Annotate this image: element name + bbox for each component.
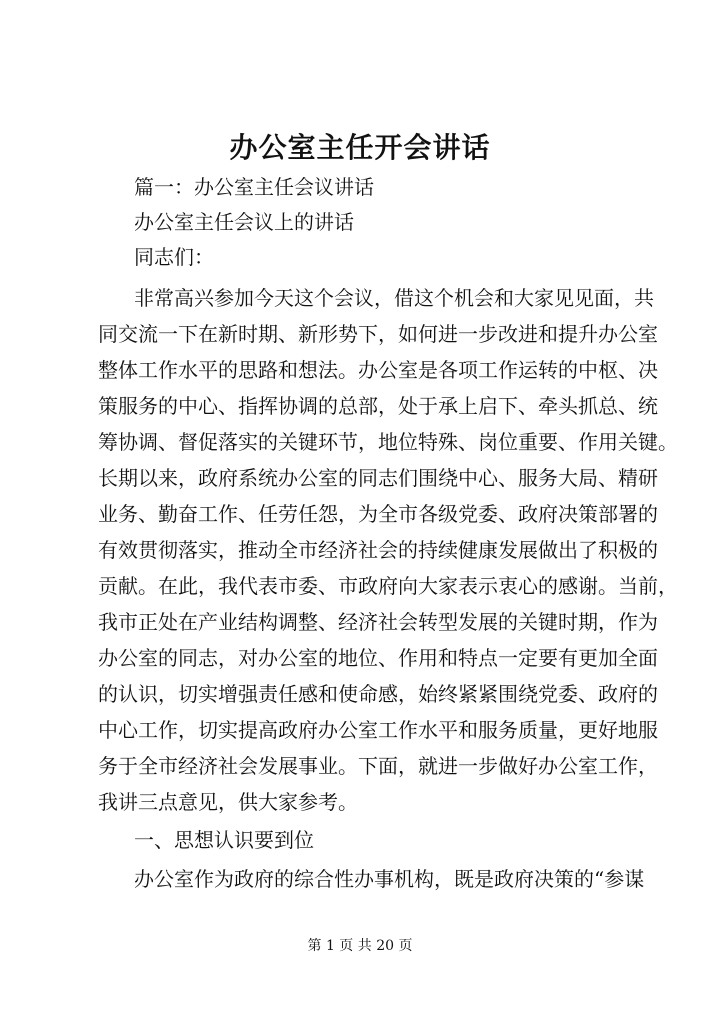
paragraph-line: 业务、勤奋工作、任劳任怨，为全市各级党委、政府决策部署的	[98, 502, 658, 526]
paragraph-line: 办公室的同志，对办公室的地位、作用和特点一定要有更加全面	[98, 646, 658, 670]
document-title: 办公室主任开会讲话	[229, 131, 491, 164]
paragraph-line: 长期以来，政府系统办公室的同志们围绕中心、服务大局、精研	[98, 466, 658, 490]
paragraph-line: 我讲三点意见，供大家参考。	[98, 790, 358, 814]
paragraph-line: 贡献。在此，我代表市委、市政府向大家表示衷心的感谢。当前，	[98, 574, 678, 598]
salutation: 同志们：	[134, 245, 214, 269]
paragraph-line: 有效贯彻落实，推动全市经济社会的持续健康发展做出了积极的	[98, 538, 658, 562]
paragraph-line: 务于全市经济社会发展事业。下面，就进一步做好办公室工作，	[98, 754, 658, 778]
paragraph-line: 同交流一下在新时期、新形势下，如何进一步改进和提升办公室	[98, 322, 658, 346]
paragraph-line: 办公室作为政府的综合性办事机构，既是政府决策的“参谋	[134, 867, 645, 891]
paragraph-line: 我市正处在产业结构调整、经济社会转型发展的关键时期，作为	[98, 610, 658, 634]
page-number: 第 1 页 共 20 页	[307, 938, 413, 954]
subheading-2: 办公室主任会议上的讲话	[134, 210, 354, 234]
section-heading: 一、思想认识要到位	[134, 828, 314, 852]
subheading-1: 篇一：办公室主任会议讲话	[134, 175, 374, 199]
paragraph-line: 非常高兴参加今天这个会议，借这个机会和大家见见面，共	[134, 286, 654, 310]
paragraph-line: 中心工作，切实提高政府办公室工作水平和服务质量，更好地服	[98, 718, 658, 742]
paragraph-line: 整体工作水平的思路和想法。办公室是各项工作运转的中枢、决	[98, 358, 658, 382]
paragraph-line: 策服务的中心、指挥协调的总部，处于承上启下、牵头抓总、统	[98, 394, 658, 418]
paragraph-line: 的认识，切实增强责任感和使命感，始终紧紧围绕党委、政府的	[98, 682, 658, 706]
paragraph-line: 筹协调、督促落实的关键环节，地位特殊、岗位重要、作用关键。	[98, 430, 678, 454]
